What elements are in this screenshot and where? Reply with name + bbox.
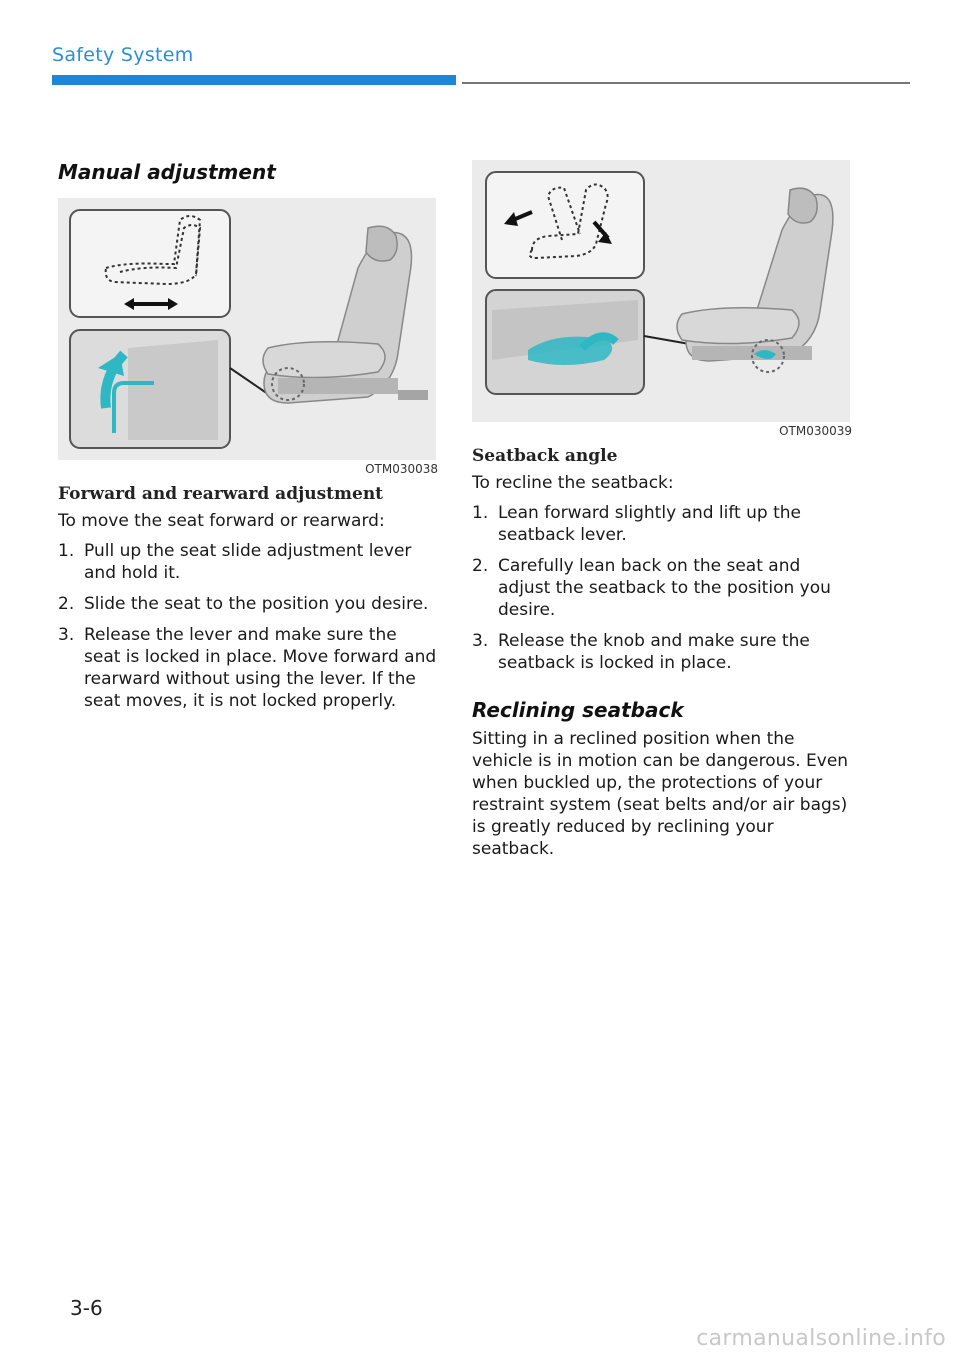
header-rule [462,82,910,84]
forward-rearward-steps [58,540,438,712]
seatback-recline-drawing [472,160,850,422]
section-title: Safety System [52,44,194,66]
seat-slide-illustration [58,198,436,460]
seatback-recline-illustration [472,160,850,422]
list-item: 1. Pull up the seat slide adjustment lever and hold it. [58,541,412,583]
list-item: 1. Lean forward slightly and lift up the seatback lever. [472,503,801,545]
seatback-angle-steps [472,502,852,674]
seat-slide-drawing [58,198,436,460]
page-number: 3-6 [70,1296,103,1320]
list-item: 2. Slide the seat to the position you desire. [58,594,429,614]
list-item: 3. Release the knob and make sure the seatback is locked in place. [472,631,810,673]
right-column [472,160,852,860]
watermark: carmanualsonline.info [696,1326,946,1351]
figure-code: OTM030039 [779,424,852,438]
list-item: 2. Carefully lean back on the seat and adjust the seatback to the position you desire. [472,556,831,620]
seatback-angle-subheading: Seatback angle [472,446,618,466]
left-column [58,160,438,721]
manual-adjustment-heading: Manual adjustment [58,160,276,184]
seatback-angle-intro: To recline the seatback: [472,473,674,493]
list-item: 3. Release the lever and make sure the seat is locked in place. Move forward and rearward without using the lever. If the seat moves, it is not locked properly. [58,625,437,711]
reclining-seatback-heading: Reclining seatback [472,698,684,722]
figure-code: OTM030038 [365,462,438,476]
reclining-seatback-paragraph: Sitting in a reclined position when the vehicle is in motion can be dangerous. Even when buckled up, the protections of your restraint system (seat belts and/or air bags) is greatly reduced by reclining your seatback. [472,729,849,859]
forward-rearward-subheading: Forward and rearward adjustment [58,484,384,504]
header-rule-accent [52,75,456,85]
forward-rearward-intro: To move the seat forward or rearward: [58,511,385,531]
